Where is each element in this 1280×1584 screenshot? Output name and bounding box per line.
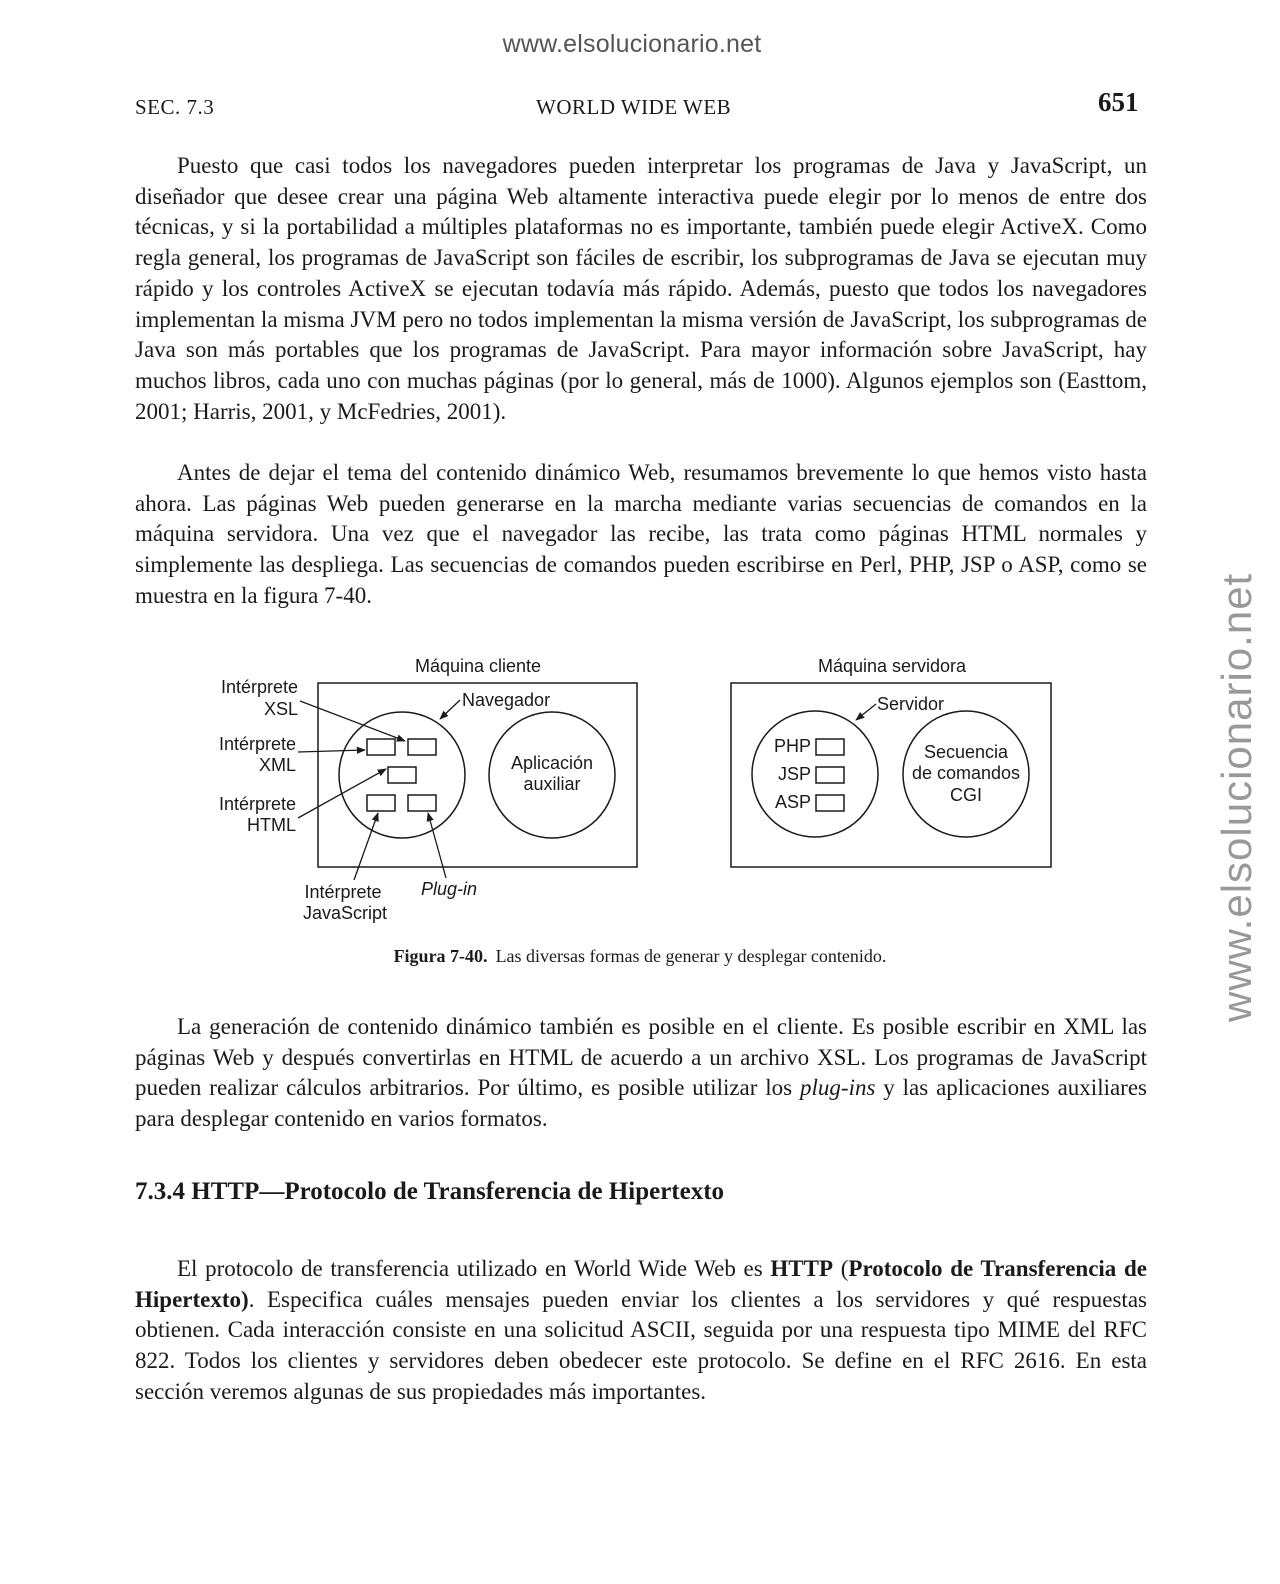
label-jsp: JSP — [777, 764, 811, 784]
client-machine-box — [318, 683, 637, 867]
watermark-top: www.elsolucionario.net — [502, 30, 762, 58]
label-navegador: Navegador — [462, 690, 551, 710]
figure-caption-label: Figura 7-40. — [393, 946, 488, 966]
label-html-line2: HTML — [247, 815, 296, 835]
server-machine-title: Máquina servidora — [817, 656, 967, 676]
p4-text-c: . Especifica cuáles mensajes pueden enviar los clientes a los servidores y qué respuestas obtienen. Cada interacción consiste en una solicitud ASCII, seguida por una respuesta tipo MIME del RFC 822. Todos los clientes y servidores deben obedecer este protocolo. Se define en el RFC 2616. En esta sección veremos algunas de sus propiedades más importantes. — [135, 1286, 1147, 1404]
watermark-side: www.elsolucionario.net — [1213, 572, 1260, 1022]
php-box — [816, 739, 844, 755]
section-heading: 7.3.4 HTTP—Protocolo de Transferencia de Hipertexto — [135, 1178, 725, 1205]
label-plugin: Plug-in — [420, 879, 478, 899]
p3-text-b: y las aplicaciones auxiliares para desplegar contenido en varios formatos. — [135, 1075, 1148, 1132]
label-html-line1: Intérprete — [218, 794, 296, 814]
label-cgi-line1: Secuencia — [923, 742, 1009, 762]
asp-box — [816, 795, 844, 811]
figure-caption-text: Las diversas formas de generar y desplegar contenido. — [495, 946, 887, 966]
p4-bold-expansion: Protocolo de Transferencia de Hipertexto) — [135, 1256, 1148, 1312]
helper-app-circle — [489, 712, 615, 838]
xsl-box — [408, 739, 436, 755]
running-header-section: SEC. 7.3 — [135, 95, 215, 119]
xml-box — [367, 739, 395, 755]
paragraph-client-generation — [135, 1012, 1147, 1135]
label-xml-line2: XML — [258, 755, 296, 775]
label-xsl-line1: Intérprete — [220, 677, 298, 697]
label-javascript-line2: JavaScript — [302, 903, 388, 923]
label-xml-line1: Intérprete — [218, 734, 296, 754]
browser-circle — [339, 712, 465, 838]
p4-text-a: El protocolo de transferencia utilizado en World Wide Web es — [177, 1256, 771, 1281]
plugin-box — [408, 795, 436, 811]
server-machine-box — [731, 683, 1051, 867]
label-aux-line2: auxiliar — [523, 774, 581, 794]
label-aux-line1: Aplicación — [510, 753, 594, 773]
p4-text-b: ( — [833, 1256, 849, 1281]
paragraph-summary: Antes de dejar el tema del contenido dinámico Web, resumamos brevemente lo que hemos visto hasta ahora. Las páginas Web pueden generarse en la marcha mediante varias secuencias de comandos en la máquina servidora. Una vez que el navegador las recibe, las trata como páginas HTML normales y simplemente las despliega. Las secuencias de comandos pueden escribirse en Perl, PHP, JSP o ASP, como se muestra en la figura 7-40. — [135, 460, 1147, 608]
jsp-box — [816, 767, 844, 783]
arrow-javascript — [354, 813, 378, 880]
cgi-circle — [903, 711, 1029, 837]
running-header-title: WORLD WIDE WEB — [536, 95, 732, 119]
arrow-plugin — [428, 813, 446, 878]
server-circle — [752, 711, 878, 837]
client-machine-title: Máquina cliente — [414, 656, 542, 676]
figure-caption — [0, 946, 1280, 967]
p3-italic-plugins: plug-ins — [800, 1075, 876, 1101]
paragraph-browsers: Puesto que casi todos los navegadores pueden interpretar los programas de Java y JavaScript, un diseñador que desee crear una página Web altamente interactiva puede elegir por lo menos de entre dos técnicas, y si la portabilidad a múltiples plataformas no es importante, también puede elegir ActiveX. Como regla general, los programas de JavaScript son fáciles de escribir, los subprogramas de Java se ejecutan muy rápido y los controles ActiveX se ejecutan todavía más rápido. Además, puesto que todos los navegadores implementan la misma JVM pero no todos implementan la misma versión de JavaScript, los subprogramas de Java son más portables que los programas de JavaScript. Para mayor información sobre JavaScript, hay muchos libros, cada uno con muchas páginas (por lo general, más de 1000). Algunos ejemplos son (Easttom, 2001; Harris, 2001, y McFedries, 2001). — [135, 153, 1147, 424]
p4-bold-http: HTTP — [770, 1256, 834, 1281]
arrow-xsl — [300, 701, 405, 741]
label-cgi-line2: de comandos — [911, 763, 1021, 783]
label-javascript-line1: Intérprete — [304, 882, 382, 902]
label-cgi-line3: CGI — [949, 785, 983, 805]
arrow-servidor — [856, 704, 876, 720]
label-asp: ASP — [774, 792, 811, 812]
paragraph-http — [135, 1254, 1147, 1408]
javascript-box — [367, 795, 395, 811]
page-number: 651 — [1098, 87, 1139, 117]
label-php: PHP — [773, 736, 811, 756]
arrow-navegador — [440, 700, 460, 719]
label-servidor: Servidor — [877, 694, 945, 714]
arrow-xml — [298, 750, 365, 752]
center-box — [388, 767, 416, 783]
p3-text-a: La generación de contenido dinámico también es posible en el cliente. Es posible escribir en XML las páginas Web y después convertirlas en HTML de acuerdo a un archivo XSL. Los programas de JavaScript pueden realizar cálculos arbitrarios. Por último, es posible utilizar los — [135, 1014, 1147, 1101]
arrow-html — [298, 769, 386, 818]
label-xsl-line2: XSL — [263, 699, 298, 719]
